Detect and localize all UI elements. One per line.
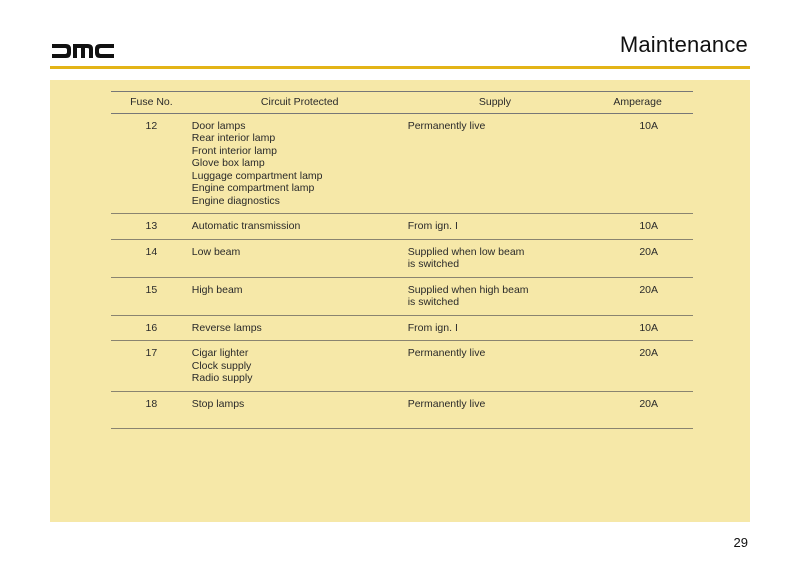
fuse-number-cell	[111, 315, 192, 341]
fuse-number: 17	[145, 347, 158, 359]
amperage-value: 10A	[639, 220, 658, 232]
circuit-line: Door lamps	[191, 119, 246, 132]
circuit-line: Automatic transmission	[191, 220, 301, 232]
supply-line: Supplied when high beam	[407, 283, 529, 296]
circuit-cell	[192, 341, 408, 392]
supply-cell	[408, 315, 582, 341]
amperage-cell	[582, 391, 693, 429]
fuse-number-cell	[111, 214, 192, 240]
amperage-cell	[582, 315, 693, 341]
column-header-supply: Supply	[408, 92, 582, 114]
supply-line: From ign. I	[407, 321, 458, 334]
page-number: 29	[733, 535, 748, 550]
amperage-cell	[582, 341, 693, 392]
table-row	[111, 391, 693, 429]
fuse-number: 15	[145, 283, 158, 296]
supply-line: is switched	[407, 296, 460, 308]
table-row	[111, 315, 693, 341]
header-rule	[50, 66, 750, 69]
table-header-row	[111, 92, 693, 114]
table-row	[111, 341, 693, 392]
circuit-line: High beam	[191, 283, 243, 296]
circuit-line: Luggage compartment lamp	[191, 169, 323, 182]
supply-line: Permanently live	[407, 347, 486, 359]
circuit-cell	[192, 239, 408, 277]
amperage-value: 20A	[639, 283, 658, 296]
circuit-line: Engine compartment lamp	[191, 182, 315, 194]
table-row	[111, 277, 693, 315]
supply-line: Supplied when low beam	[407, 245, 525, 258]
circuit-cell	[192, 391, 408, 429]
column-header-fuse: Fuse No.	[111, 92, 192, 114]
amperage-value: 10A	[639, 119, 658, 132]
amperage-cell	[582, 113, 693, 214]
circuit-line: Engine diagnostics	[191, 194, 280, 207]
circuit-cell	[192, 315, 408, 341]
fuse-table	[111, 91, 693, 429]
fuse-number-cell	[111, 113, 192, 214]
supply-cell	[408, 341, 582, 392]
circuit-line: Low beam	[191, 245, 241, 258]
amperage-cell	[582, 277, 693, 315]
fuse-number: 14	[145, 245, 158, 258]
circuit-line: Front interior lamp	[191, 144, 277, 157]
supply-cell	[408, 113, 582, 214]
supply-cell	[408, 214, 582, 240]
column-header-circuit: Circuit Protected	[192, 92, 408, 114]
amperage-value: 20A	[639, 397, 658, 410]
page-title: Maintenance	[619, 32, 748, 57]
fuse-number-cell	[111, 239, 192, 277]
dmc-logo	[52, 44, 114, 58]
supply-line: Permanently live	[407, 119, 486, 132]
supply-cell	[408, 391, 582, 429]
fuse-number-cell	[111, 391, 192, 429]
column-header-amperage: Amperage	[582, 92, 693, 114]
table-row	[111, 239, 693, 277]
circuit-cell	[192, 113, 408, 214]
supply-line: is switched	[407, 258, 460, 270]
circuit-cell	[192, 214, 408, 240]
amperage-value: 20A	[639, 245, 658, 258]
circuit-line: Clock supply	[191, 359, 252, 372]
circuit-cell	[192, 277, 408, 315]
fuse-number: 13	[145, 220, 158, 232]
circuit-line: Radio supply	[191, 372, 253, 384]
supply-line: Permanently live	[407, 397, 486, 410]
supply-line: From ign. I	[407, 220, 458, 232]
supply-cell	[408, 239, 582, 277]
fuse-table-body	[111, 113, 693, 429]
amperage-cell	[582, 239, 693, 277]
circuit-line: Glove box lamp	[191, 157, 265, 169]
fuse-number: 18	[145, 397, 158, 410]
table-row	[111, 113, 693, 214]
circuit-line: Rear interior lamp	[191, 132, 276, 144]
fuse-number-cell	[111, 277, 192, 315]
amperage-value: 10A	[639, 321, 658, 334]
table-row	[111, 214, 693, 240]
fuse-number-cell	[111, 341, 192, 392]
circuit-line: Reverse lamps	[191, 321, 262, 334]
fuse-number: 12	[145, 119, 158, 132]
amperage-cell	[582, 214, 693, 240]
amperage-value: 20A	[639, 347, 658, 359]
supply-cell	[408, 277, 582, 315]
fuse-number: 16	[145, 321, 158, 334]
circuit-line: Stop lamps	[191, 397, 245, 410]
circuit-line: Cigar lighter	[191, 347, 249, 359]
